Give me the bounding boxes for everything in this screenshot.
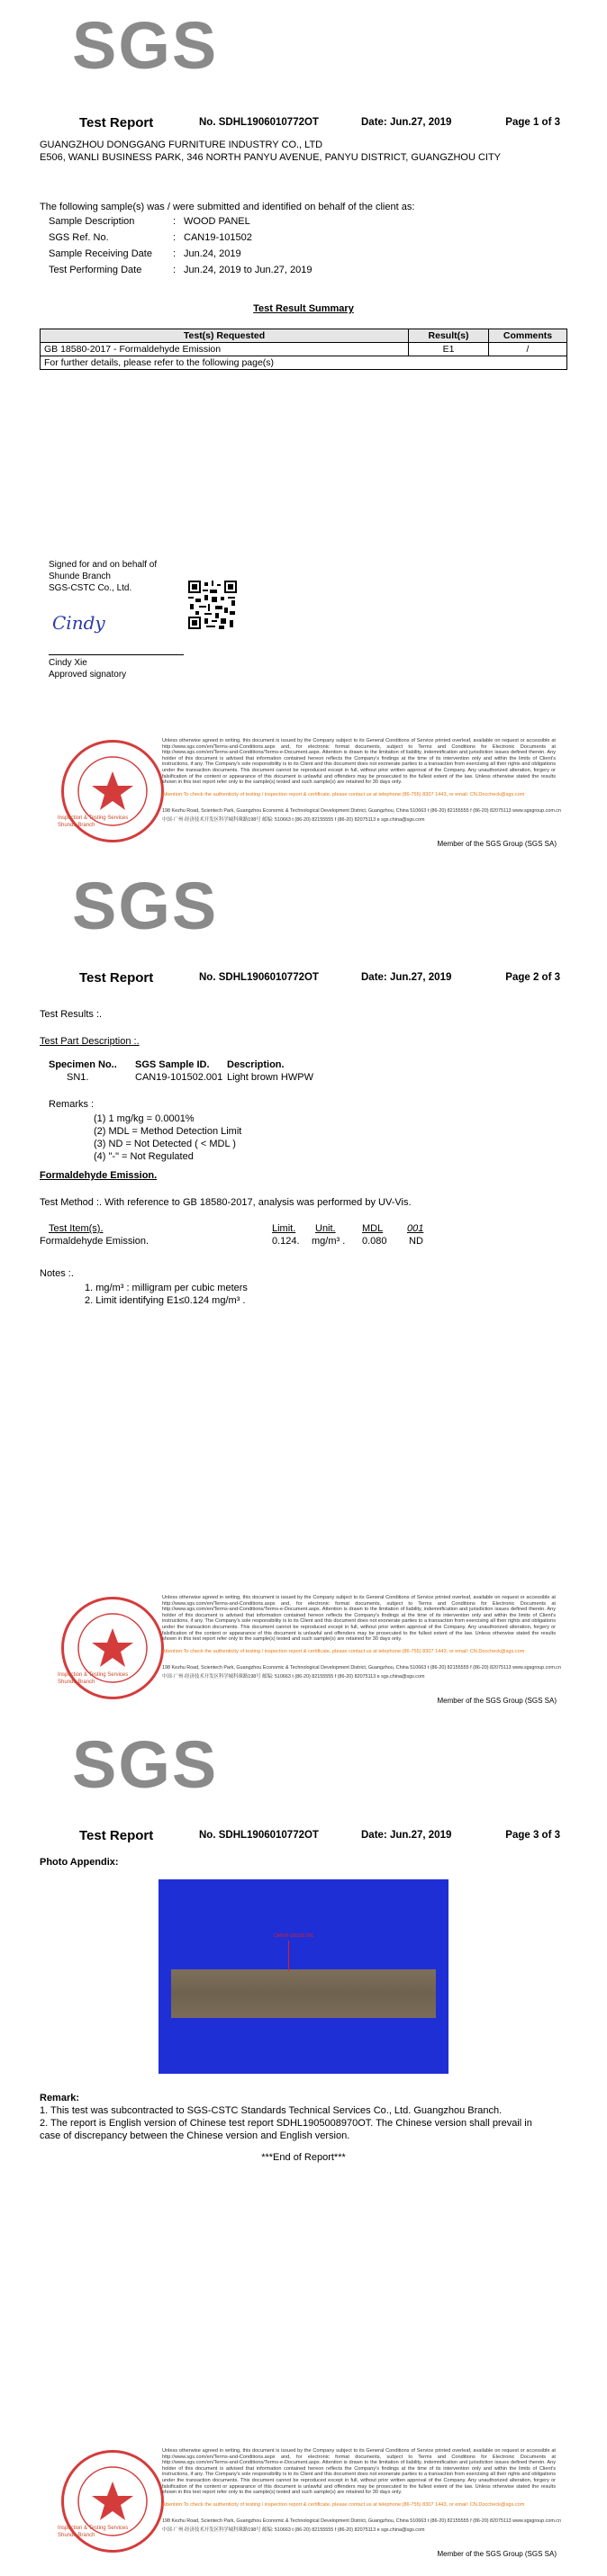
remarks-list <box>94 1112 241 1163</box>
table-row: SN1. CAN19-101502.001 Light brown HWPW <box>67 1072 313 1083</box>
summary-header: Result(s) <box>409 329 489 343</box>
section-title: Formaldehyde Emission. <box>40 1170 158 1181</box>
sample-info-row: Sample Receiving Date : Jun.24, 2019 <box>49 248 241 259</box>
summary-cell: / <box>489 343 567 356</box>
sgs-member-note: Member of the SGS Group (SGS SA) <box>437 2550 557 2558</box>
signature-block <box>49 559 157 594</box>
list-item: (3) ND = Not Detected ( < MDL ) <box>94 1139 236 1149</box>
handwritten-signature: Cindy <box>52 612 105 634</box>
sgs-member-note: Member of the SGS Group (SGS SA) <box>437 840 557 848</box>
specimen-table <box>49 1058 409 1084</box>
report-number: No. SDHL1906010772OT <box>199 117 319 128</box>
footer-disclaimer: Unless otherwise agreed in writing, this document is issued by the Company subject to its General Conditions of Service printed overleaf, available on request or accessible at http://www.sgs.com/en/Terms-and-Conditions.aspx and, for electronic format documents, subject to Terms and Conditions for Electronic Documents at http://www.sgs.com/en/Terms-and-Conditions/Terms-e-Document.aspx. Attention is drawn to the limitation of liability, indemnification and jurisdiction issues defined therein. Any holder of this document is advised that information contained hereon reflects the Company's findings at the time of its intervention only and within the limits of Client's instructions, if any. The Company's sole responsibility is to its Client and this document does not exonerate parties to a transaction from exercising all their rights and obligations under the transaction documents. This document cannot be reproduced except in full, without prior written approval of the Company. Any unauthorized alteration, forgery or falsification of the content or appearance of this document is unlawful and offenders may be prosecuted to the fullest extent of the law. Unless otherwise stated the results shown in this test report refer only to the sample(s) tested and such sample(s) are retained for 30 days only. <box>162 1595 556 1643</box>
list-item: (1) 1 mg/kg = 0.0001% <box>94 1113 195 1124</box>
footer-address-cn: 中国·广州·经济技术开发区科学城科珠路198号 邮编: 510663 t (86-20) 82155555 f (86-20) 82075113 e sgs.china@sgs.com <box>162 817 425 823</box>
list-item: 2. Limit identifying E1≤0.124 mg/m³ . <box>85 1295 246 1306</box>
sgs-logo: SGS <box>72 1727 219 1802</box>
sgs-logo: SGS <box>72 8 219 83</box>
footer-address-cn: 中国·广州·经济技术开发区科学城科珠路198号 邮编: 510663 t (86-20) 82155555 f (86-20) 82075113 e sgs.china@sgs.com <box>162 2527 425 2533</box>
sample-info-row: SGS Ref. No. : CAN19-101502 <box>49 232 252 243</box>
sgs-logo: SGS <box>72 869 219 943</box>
qr-code-icon <box>188 581 237 629</box>
footer-attention: Attention:To check the authenticity of testing / inspection report & certificate, please contact us at telephone:(86-755) 8307 1443, or email: CN.Doccheck@sgs.com <box>162 2502 525 2508</box>
stamp-caption: Inspection & Testing Services Shunde Branch <box>58 2526 129 2538</box>
report-title: Test Report <box>79 115 154 131</box>
summary-cell: GB 18580-2017 - Formaldehyde Emission <box>41 343 409 356</box>
report-page-2 <box>0 859 607 1717</box>
page-number: Page 1 of 3 <box>505 117 560 128</box>
sgs-member-note: Member of the SGS Group (SGS SA) <box>437 1697 557 1705</box>
footer-attention: Attention:To check the authenticity of testing / inspection report & certificate, please contact us at telephone:(86-755) 8307 1443, or email: CN.Doccheck@sgs.com <box>162 792 525 797</box>
report-page-3 <box>0 1717 607 2576</box>
footer-address-en: 198 Kezhu Road, Scientech Park, Guangzhou Economic & Technological Development District, Guangzhou, China 510663 t (86-20) 82155555 f (86-20) 82075113 www.sgsgroup.com.cn <box>162 2518 561 2524</box>
report-title: Test Report <box>79 1828 154 1843</box>
report-number: No. SDHL1906010772OT <box>199 1830 319 1841</box>
sample-info-row: Sample Description : WOOD PANEL <box>49 216 250 227</box>
stamp-caption: Inspection & Testing Services Shunde Branch <box>58 815 129 828</box>
stamp-caption: Inspection & Testing Services Shunde Branch <box>58 1672 129 1685</box>
summary-header: Test(s) Requested <box>41 329 409 343</box>
report-page-1 <box>0 0 607 859</box>
report-date: Date: Jun.27, 2019 <box>361 117 452 128</box>
footer-disclaimer: Unless otherwise agreed in writing, this document is issued by the Company subject to its General Conditions of Service printed overleaf, available on request or accessible at http://www.sgs.com/en/Terms-and-Conditions.aspx and, for electronic format documents, subject to Terms and Conditions for Electronic Documents at http://www.sgs.com/en/Terms-and-Conditions/Terms-e-Document.aspx. Attention is drawn to the limitation of liability, indemnification and jurisdiction issues defined therein. Any holder of this document is advised that information contained hereon reflects the Company's findings at the time of its intervention only and within the limits of Client's instructions, if any. The Company's sole responsibility is to its Client and this document does not exonerate parties to a transaction from exercising all their rights and obligations under the transaction documents. This document cannot be reproduced except in full, without prior written approval of the Company. Any unauthorized alteration, forgery or falsification of the content or appearance of this document is unlawful and offenders may be prosecuted to the fullest extent of the law. Unless otherwise stated the results shown in this test report refer only to the sample(s) tested and such sample(s) are retained for 30 days only. <box>162 738 556 786</box>
test-part-description: Test Part Description :. <box>40 1036 140 1047</box>
specimen-header-row: Specimen No.. SGS Sample ID. Description. <box>49 1059 285 1070</box>
signatory-name: Cindy Xie <box>49 658 87 668</box>
sample-photo <box>159 1879 448 2074</box>
summary-table <box>40 329 567 370</box>
report-date: Date: Jun.27, 2019 <box>361 1830 452 1841</box>
intro-text: The following sample(s) was / were submitted and identified on behalf of the client as: <box>40 202 415 212</box>
notes-title: Notes :. <box>40 1268 74 1279</box>
footer-attention: Attention:To check the authenticity of testing / inspection report & certificate, please contact us at telephone:(86-755) 8307 1443, or email: CN.Doccheck@sgs.com <box>162 1649 525 1654</box>
photo-sample-label: CAN19-101502.001 <box>274 1933 314 1939</box>
report-date: Date: Jun.27, 2019 <box>361 972 452 983</box>
wood-panel-image <box>171 1969 436 2018</box>
summary-header: Comments <box>489 329 567 343</box>
summary-note: For further details, please refer to the following page(s) <box>41 356 567 370</box>
footer-disclaimer: Unless otherwise agreed in writing, this document is issued by the Company subject to its General Conditions of Service printed overleaf, available on request or accessible at http://www.sgs.com/en/Terms-and-Conditions.aspx and, for electronic format documents, subject to Terms and Conditions for Electronic Documents at http://www.sgs.com/en/Terms-and-Conditions/Terms-e-Document.aspx. Attention is drawn to the limitation of liability, indemnification and jurisdiction issues defined therein. Any holder of this document is advised that information contained hereon reflects the Company's findings at the time of its intervention only and within the limits of Client's instructions, if any. The Company's sole responsibility is to its Client and this document does not exonerate parties to a transaction from exercising all their rights and obligations under the transaction documents. This document cannot be reproduced except in full, without prior written approval of the Company. Any unauthorized alteration, forgery or falsification of the content or appearance of this document is unlawful and offenders may be prosecuted to the fullest extent of the law. Unless otherwise stated the results shown in this test report refer only to the sample(s) tested and such sample(s) are retained for 30 days only. <box>162 2448 556 2496</box>
client-name: GUANGZHOU DONGGANG FURNITURE INDUSTRY CO., LTD <box>40 140 323 150</box>
footer-address-en: 198 Kezhu Road, Scientech Park, Guangzhou Economic & Technological Development District, Guangzhou, China 510663 t (86-20) 82155555 f (86-20) 82075113 www.sgsgroup.com.cn <box>162 1665 561 1671</box>
sample-info <box>49 215 409 280</box>
footer-address-en: 198 Kezhu Road, Scientech Park, Guangzhou Economic & Technological Development District, Guangzhou, China 510663 t (86-20) 82155555 f (86-20) 82075113 www.sgsgroup.com.cn <box>162 808 561 814</box>
signature-line: Signed for and on behalf of <box>49 560 158 570</box>
list-item: case of discrepancy between the Chinese version and English version. <box>40 2130 350 2141</box>
remark-title: Remark: <box>40 2093 80 2103</box>
client-address: E506, WANLI BUSINESS PARK, 346 NORTH PANYU AVENUE, PANYU DISTRICT, GUANGZHOU CITY <box>40 152 502 163</box>
test-results-label: Test Results :. <box>40 1009 103 1020</box>
test-method: Test Method :. With reference to GB 18580-2017, analysis was performed by UV-Vis. <box>40 1197 412 1208</box>
end-of-report: ***End of Report*** <box>261 2152 346 2163</box>
summary-heading: Test Result Summary <box>253 303 354 314</box>
list-item: 2. The report is English version of Chinese test report SDHL1905008970OT. The Chinese version shall prevail in <box>40 2118 532 2129</box>
list-item: (2) MDL = Method Detection Limit <box>94 1126 242 1137</box>
table-row: Formaldehyde Emission. 0.124. mg/m³ . 0.080 ND <box>40 1236 423 1247</box>
results-table <box>40 1222 472 1247</box>
signature-line: SGS-CSTC Co., Ltd. <box>49 583 132 593</box>
report-title: Test Report <box>79 970 154 986</box>
footer-address-cn: 中国·广州·经济技术开发区科学城科珠路198号 邮编: 510663 t (86-20) 82155555 f (86-20) 82075113 e sgs.china@sgs.com <box>162 1674 425 1680</box>
list-item: (4) "-" = Not Regulated <box>94 1151 194 1162</box>
list-item: 1. mg/m³ : milligram per cubic meters <box>85 1283 248 1293</box>
report-number: No. SDHL1906010772OT <box>199 972 319 983</box>
remarks-title: Remarks : <box>49 1099 95 1110</box>
signature-divider <box>49 654 184 655</box>
list-item: 1. This test was subcontracted to SGS-CSTC Standards Technical Services Co., Ltd. Guangzhou Branch. <box>40 2105 503 2116</box>
photo-appendix-title: Photo Appendix: <box>40 1857 119 1868</box>
table-row <box>41 343 567 356</box>
signature-line: Shunde Branch <box>49 572 111 581</box>
page-number: Page 3 of 3 <box>505 1830 560 1841</box>
remark-list <box>40 2104 580 2142</box>
signatory-role: Approved signatory <box>49 670 127 680</box>
notes-list <box>85 1282 248 1307</box>
results-header-row: Test Item(s). Limit. Unit. MDL 001 <box>49 1223 424 1234</box>
table-row <box>41 356 567 370</box>
page-number: Page 2 of 3 <box>505 972 560 983</box>
summary-cell: E1 <box>409 343 489 356</box>
sample-info-row: Test Performing Date : Jun.24, 2019 to Jun.27, 2019 <box>49 265 313 275</box>
label-pointer <box>288 1941 289 1971</box>
